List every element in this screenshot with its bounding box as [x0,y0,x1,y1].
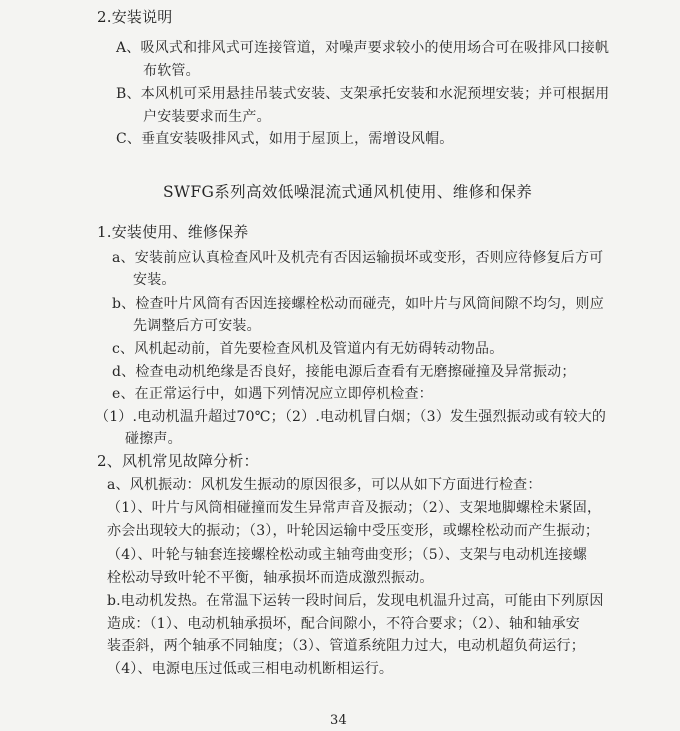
section2-line: 造成：（1）、电动机轴承损坏，配合间隙小，不符合要求；（2）、轴和轴承安 [107,616,581,632]
section2-line: 栓松动导致叶轮不平衡，轴承损坏而造成激烈振动。 [107,570,434,586]
section2-line: a、风机振动：风机发生振动的原因很多，可以从如下方面进行检查： [107,477,542,493]
install-item-c: C、垂直安装吸排风式，如用于屋顶上，需增设风帽。 [116,131,454,147]
page-title: SWFG系列高效低噪混流式通风机使用、维修和保养 [163,183,533,201]
install-item-a-cont: 布软管。 [143,63,200,79]
section2-heading: 2、风机常见故障分析： [97,452,259,470]
install-item-b: B、本风机可采用悬挂吊装式安装、支架承托安装和水泥预埋安装；并可根据用 [116,86,610,102]
install-item-b-cont: 户安装要求而生产。 [143,109,271,125]
section1-line: e、在正常运行中，如遇下列情况应立即停机检查： [112,386,433,402]
section1-line: 先调整后方可安装。 [133,318,261,334]
install-heading: 2.安装说明 [97,8,173,26]
section2-line: （4）、叶轮与轴套连接螺栓松动或主轴弯曲变形；（5）、支架与电动机连接螺 [107,547,588,563]
section1-line: a、安装前应认真检查风叶及机壳有否因运输损坏或变形，否则应待修复后方可 [112,250,604,266]
section1-line: c、风机起动前，首先要检查风机及管道内有无妨碍转动物品。 [112,341,504,357]
section1-line: d、检查电动机绝缘是否良好，接能电源后查看有无磨擦碰撞及异常振动； [112,364,576,380]
page-number: 34 [330,713,347,728]
section1-heading: 1.安装使用、维修保养 [97,223,249,241]
section1-line: （1）.电动机温升超过70℃；（2）.电动机冒白烟；（3）发生强烈振动或有较大的 [95,409,607,425]
section1-line: b、检查叶片风筒有否因连接螺栓松动而碰壳，如叶片与风筒间隙不均匀，则应 [112,296,604,312]
section2-line: 亦会出现较大的振动；（3），叶轮因运输中受压变形，或螺栓松动而产生振动； [107,523,600,539]
section1-line: 安装。 [133,272,176,288]
section2-line: 装歪斜，两个轴承不同轴度；（3）、管道系统阻力过大，电动机超负荷运行； [107,638,585,654]
section2-line: （4）、电源电压过低或三相电动机断相运行。 [107,661,394,677]
section1-line: 碰擦声。 [125,431,182,447]
install-item-a: A、吸风式和排风式可连接管道，对噪声要求较小的使用场合可在吸排风口接帆 [116,40,610,56]
section2-line: （1）、叶片与风筒相碰撞而发生异常声音及振动；（2）、支架地脚螺栓未紧固， [107,500,602,516]
section2-line: b.电动机发热。在常温下运转一段时间后，发现电机温升过高，可能由下列原因 [107,593,604,609]
